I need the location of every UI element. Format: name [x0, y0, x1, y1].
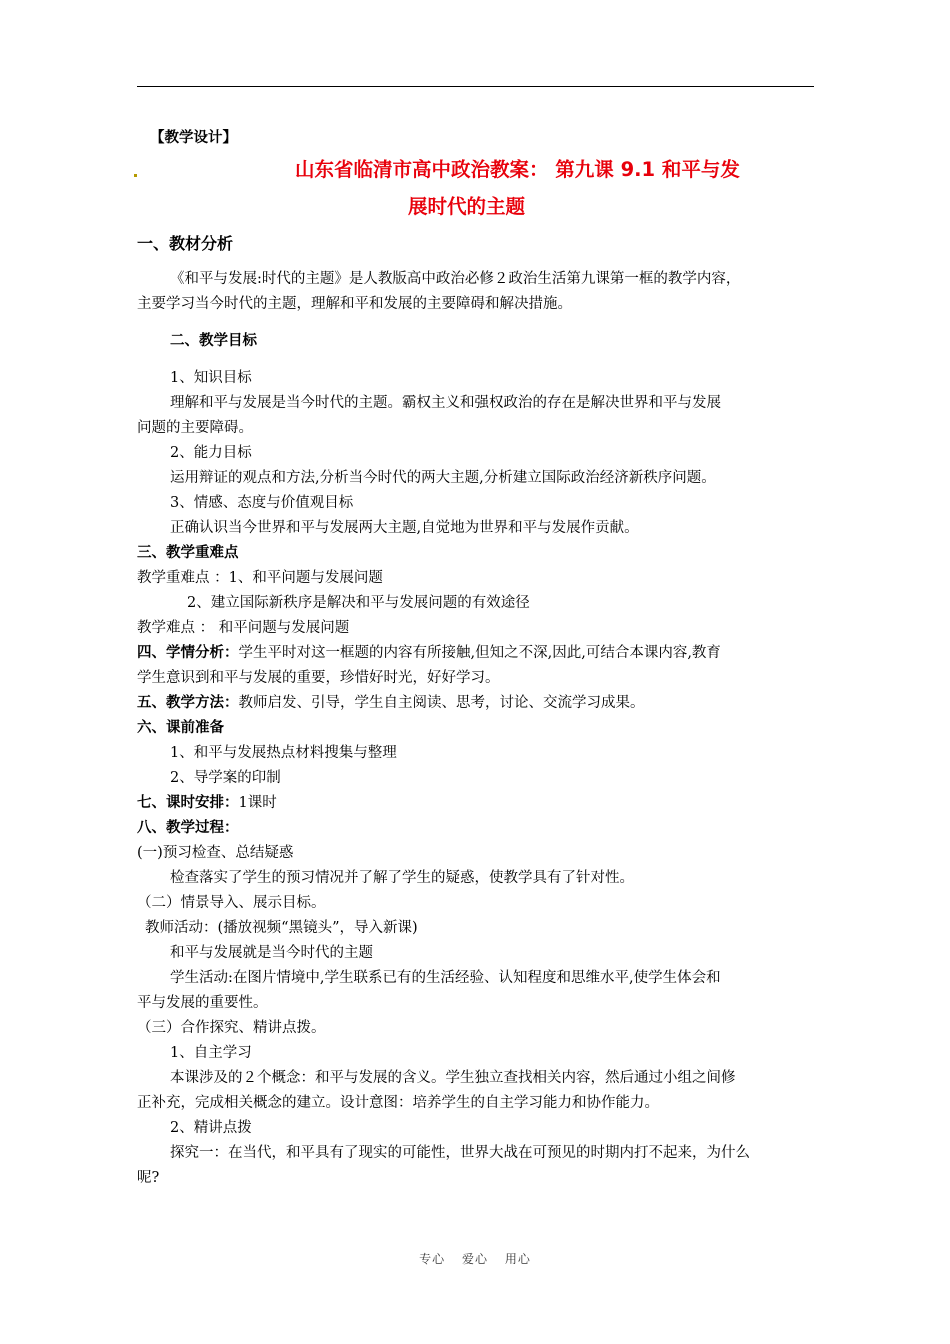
paragraph-line: 正确认识当今世界和平与发展两大主题,自觉地为世界和平与发展作贡献。	[170, 520, 639, 536]
section-6-heading: 六、课前准备	[137, 720, 224, 736]
section-7-text: 1课时	[238, 795, 277, 811]
paragraph-line: 运用辩证的观点和方法,分析当今时代的两大主题,分析建立国际政治经济新秩序问题。	[170, 470, 716, 486]
paragraph-line: 探究一：在当代，和平具有了现实的可能性，世界大战在可预见的时期内打不起来，为什么	[170, 1145, 750, 1161]
section-8-heading: 八、教学过程：	[137, 820, 239, 836]
sub-step-heading: 1、自主学习	[170, 1045, 252, 1061]
section-4-text: 学生平时对这一框题的内容有所接触,但知之不深,因此,可结合本课内容,教育	[238, 645, 721, 661]
section-5-text: 教师启发、引导，学生自主阅读、思考，讨论、交流学习成果。	[238, 695, 645, 711]
paragraph-line: 正补充，完成相关概念的建立。设计意图：培养学生的自主学习能力和协作能力。	[137, 1095, 659, 1111]
paragraph-line: 本课涉及的２个概念：和平与发展的含义。学生独立查找相关内容，然后通过小组之间修	[170, 1070, 736, 1086]
section-2-heading: 二、教学目标	[170, 333, 257, 349]
section-3-heading: 三、教学重难点	[137, 545, 239, 561]
section-7-line	[137, 793, 277, 813]
goal-1-heading: 1、知识目标	[170, 370, 252, 386]
design-tag: 【教学设计】	[150, 130, 237, 146]
footer-word: 用心	[504, 1252, 531, 1266]
list-item: 1、和平与发展热点材料搜集与整理	[170, 745, 397, 761]
key-point-line: 2、建立国际新秩序是解决和平与发展问题的有效途径	[187, 595, 530, 611]
list-item: 2、导学案的印制	[170, 770, 281, 786]
paragraph-line: 呢?	[137, 1170, 160, 1186]
step-heading: （三）合作探究、精讲点拨。	[137, 1020, 326, 1036]
paragraph-line: 《和平与发展:时代的主题》是人教版高中政治必修２政治生活第九课第一框的教学内容，	[170, 271, 741, 287]
paragraph-line: 教师活动：(播放视频“黑镜头”，导入新课)	[145, 920, 418, 936]
page-footer	[0, 1250, 950, 1267]
paragraph-line: 学生意识到和平与发展的重要，珍惜好时光，好好学习。	[137, 670, 500, 686]
doc-title-line2: 展时代的主题	[408, 195, 526, 218]
sub-step-heading: 2、精讲点拨	[170, 1120, 252, 1136]
difficulty-line: 教学难点 ： 和平问题与发展问题	[137, 620, 350, 636]
paragraph-line: 问题的主要障碍。	[137, 420, 253, 436]
section-7-label: 七、课时安排：	[137, 795, 239, 811]
section-4-label: 四、学情分析：	[137, 645, 239, 661]
goal-3-heading: 3、情感、态度与价值观目标	[170, 495, 354, 511]
paragraph-line: 学生活动:在图片情境中,学生联系已有的生活经验、认知程度和思维水平,使学生体会和	[170, 970, 721, 986]
footer-word: 专心	[419, 1252, 446, 1266]
section-1-heading: 一、教材分析	[137, 234, 234, 253]
paragraph-line: 理解和平与发展是当今时代的主题。霸权主义和强权政治的存在是解决世界和平与发展	[170, 395, 721, 411]
section-4-line	[137, 643, 721, 663]
doc-title-line1: 山东省临清市高中政治教案： 第九课 9.1 和平与发	[295, 158, 740, 181]
paragraph-line: 和平与发展就是当今时代的主题	[170, 945, 373, 961]
paragraph-line: 平与发展的重要性。	[137, 995, 268, 1011]
paragraph-line: 检查落实了学生的预习情况并了解了学生的疑惑，使教学具有了针对性。	[170, 870, 634, 886]
section-5-label: 五、教学方法：	[137, 695, 239, 711]
step-heading: （二）情景导入、展示目标。	[137, 895, 326, 911]
header-rule	[137, 86, 814, 87]
key-point-line: 教学重难点 ：1、和平问题与发展问题	[137, 570, 383, 586]
goal-2-heading: 2、能力目标	[170, 445, 252, 461]
marker-dot	[134, 174, 137, 177]
section-5-line	[137, 693, 645, 713]
step-heading: (一)预习检查、总结疑惑	[137, 845, 294, 861]
paragraph-line: 主要学习当今时代的主题，理解和平和发展的主要障碍和解决措施。	[137, 296, 572, 312]
footer-word: 爱心	[461, 1252, 488, 1266]
